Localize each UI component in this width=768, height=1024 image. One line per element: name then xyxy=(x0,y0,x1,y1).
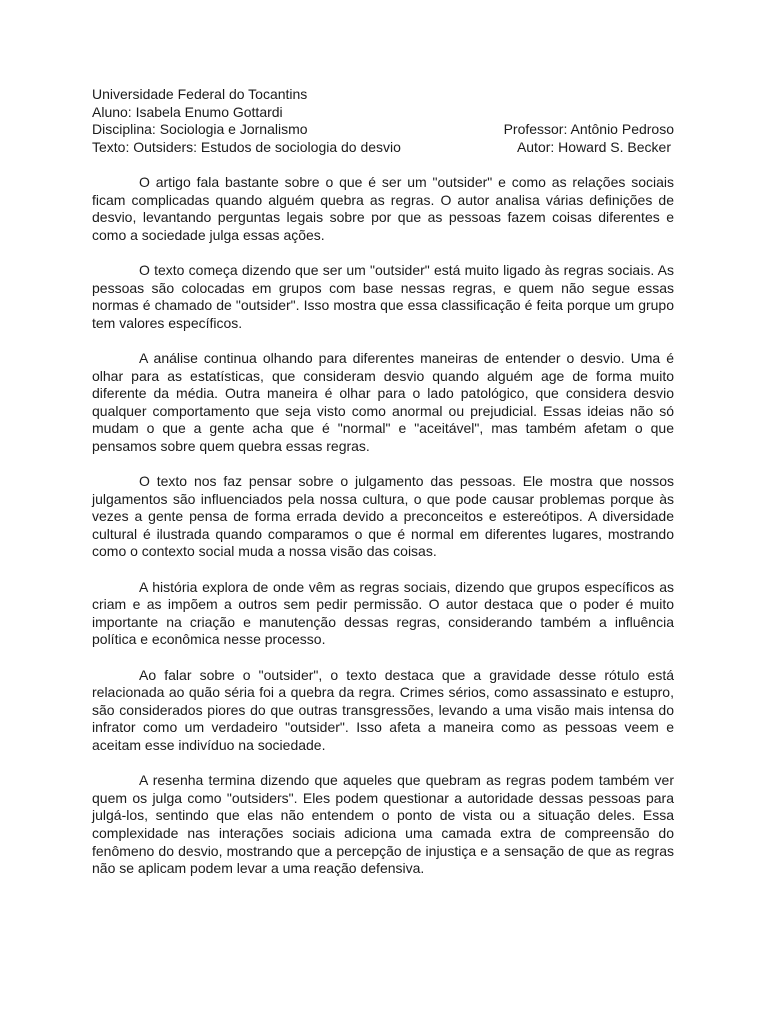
text-title: Texto: Outsiders: Estudos de sociologia do desvio xyxy=(92,138,401,155)
header-line-university xyxy=(92,86,674,104)
body-paragraph: A análise continua olhando para diferentes maneiras de entender o desvio. Uma é olhar para as estatísticas, que consideram desvio quando alguém age de forma muito diferente da média. Outra maneira é olhar para o lado patológico, que considera desvio qualquer comportamento que seja visto como anormal ou prejudicial. Essas ideias não só mudam o que a gente acha que é "normal" e "aceitável", mas também afetam o que pensamos sobre quem quebra essas regras. xyxy=(92,349,674,454)
document-header xyxy=(92,86,674,156)
body-paragraph: Ao falar sobre o "outsider", o texto destaca que a gravidade desse rótulo está relacionada ao quão séria foi a quebra da regra. Crimes sérios, como assassinato e estupro, são considerados piores do que outras transgressões, levando a uma visão mais intensa do infrator como um verdadeiro "outsider". Isso afeta a maneira como as pessoas veem e aceitam esse indivíduo na sociedade. xyxy=(92,666,674,753)
header-line-text xyxy=(92,139,674,157)
body-paragraph: A resenha termina dizendo que aqueles que quebram as regras podem também ver quem os julga como "outsiders". Eles podem questionar a autoridade dessas pessoas para julgá-los, sentindo que elas não entendem o ponto de vista ou a situação deles. Essa complexidade nas interações sociais adiciona uma camada extra de compreensão do fenômeno do desvio, mostrando que a percepção de injustiça e a sensação de que as regras não se aplicam podem levar a uma reação defensiva. xyxy=(92,772,674,877)
body-paragraph: O artigo fala bastante sobre o que é ser um "outsider" e como as relações sociais ficam complicadas quando alguém quebra as regras. O autor analisa várias definições de desvio, levantando perguntas legais sobre por que as pessoas fazem coisas diferentes e como a sociedade julga essas ações. xyxy=(92,173,674,243)
body-paragraph: A história explora de onde vêm as regras sociais, dizendo que grupos específicos as criam e as impõem a outros sem pedir permissão. O autor destaca que o poder é muito importante na criação e manutenção dessas regras, considerando também a influência política e econômica nesse processo. xyxy=(92,578,674,648)
body-paragraph: O texto começa dizendo que ser um "outsider" está muito ligado às regras sociais. As pessoas são colocadas em grupos com base nessas regras, e quem não segue essas normas é chamado de "outsider". Isso mostra que essa classificação é feita porque um grupo tem valores específicos. xyxy=(92,261,674,331)
discipline: Disciplina: Sociologia e Jornalismo xyxy=(92,121,308,138)
university-name: Universidade Federal do Tocantins xyxy=(92,86,308,102)
document-page xyxy=(92,86,674,895)
body-paragraph: O texto nos faz pensar sobre o julgamento das pessoas. Ele mostra que nossos julgamentos são influenciados pela nossa cultura, o que pode causar problemas porque às vezes a gente pensa de forma errada devido a preconceitos e estereótipos. A diversidade cultural é ilustrada quando comparamos o que é normal em diferentes lugares, mostrando como o contexto social muda a nossa visão das coisas. xyxy=(92,473,674,560)
header-line-student xyxy=(92,104,674,122)
professor: Professor: Antônio Pedroso xyxy=(503,121,674,138)
student-name: Aluno: Isabela Enumo Gottardi xyxy=(92,103,283,120)
header-line-discipline xyxy=(92,121,674,139)
author: Autor: Howard S. Becker xyxy=(516,138,671,155)
